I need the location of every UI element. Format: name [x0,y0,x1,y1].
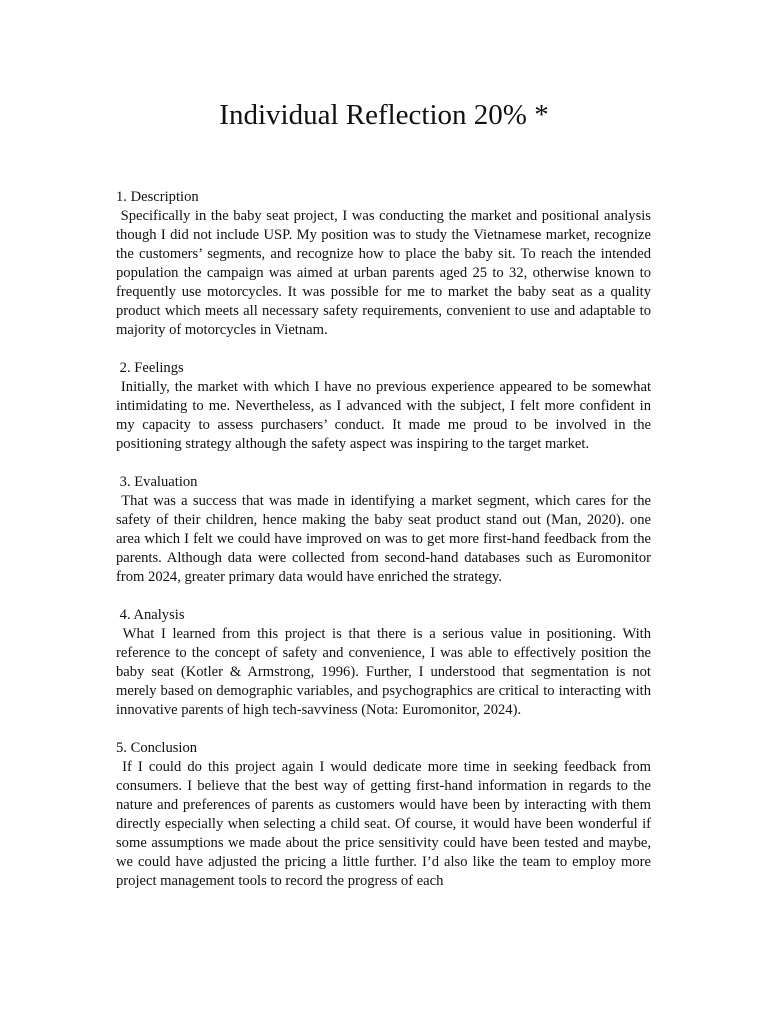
section-feelings [116,359,655,454]
section-paragraph: If I could do this project again I would dedicate more time in seeking feedback from consumers. I believe that the best way of getting first-hand information in regards to the nature and preferences of parents as customers would have been by interacting with them directly especially when selecting a child seat. Of course, it would have been wonderful if some assumptions we made about the price sensitivity could have been tested and maybe, we could have adjusted the pricing a little further. I’d also like the team to employ more project management tools to record the progress of each [116,759,655,889]
section-heading: 5. Conclusion [116,740,198,756]
document-body [116,188,655,891]
section-heading: 1. Description [116,189,199,205]
section-paragraph: Specifically in the baby seat project, I was conducting the market and positional analysis though I did not include USP. My position was to study the Vietnamese market, recognize the customers’ segments, and recognize how to place the baby sit. To reach the intended population the campaign was aimed at urban parents aged 25 to 32, otherwise known to frequently use motorcycles. It was possible for me to market the baby seat as a quality product which meets all necessary safety requirements, convenient to use and adaptable to majority of motorcycles in Vietnam. [116,208,655,338]
section-paragraph: That was a success that was made in identifying a market segment, which cares for the safety of their children, hence making the baby seat product stand out (Man, 2020). one area which I felt we could have improved on was to get more first-hand feedback from the parents. Although data were collected from second-hand databases such as Euromonitor from 2024, greater primary data would have enriched the strategy. [116,493,655,585]
section-evaluation [116,473,655,587]
section-analysis [116,606,655,720]
section-conclusion [116,739,655,891]
section-heading: 3. Evaluation [116,474,198,490]
section-paragraph: What I learned from this project is that there is a serious value in positioning. With reference to the concept of safety and convenience, I was able to effectively position the baby seat (Kotler & Armstrong, 1996). Further, I understood that segmentation is not merely based on demographic variables, and psychographics are critical to interacting with innovative parents of high tech-savviness (Nota: Euromonitor, 2024). [116,626,655,718]
section-heading: 2. Feelings [116,360,184,376]
document-title: Individual Reflection 20% * [219,99,549,131]
section-paragraph: Initially, the market with which I have no previous experience appeared to be somewhat intimidating to me. Nevertheless, as I advanced with the subject, I felt more confident in my capacity to assess purchasers’ conduct. It made me proud to be involved in the positioning strategy although the safety aspect was inspiring to the target market. [116,379,655,452]
section-heading: 4. Analysis [116,607,185,623]
section-description [116,188,655,340]
